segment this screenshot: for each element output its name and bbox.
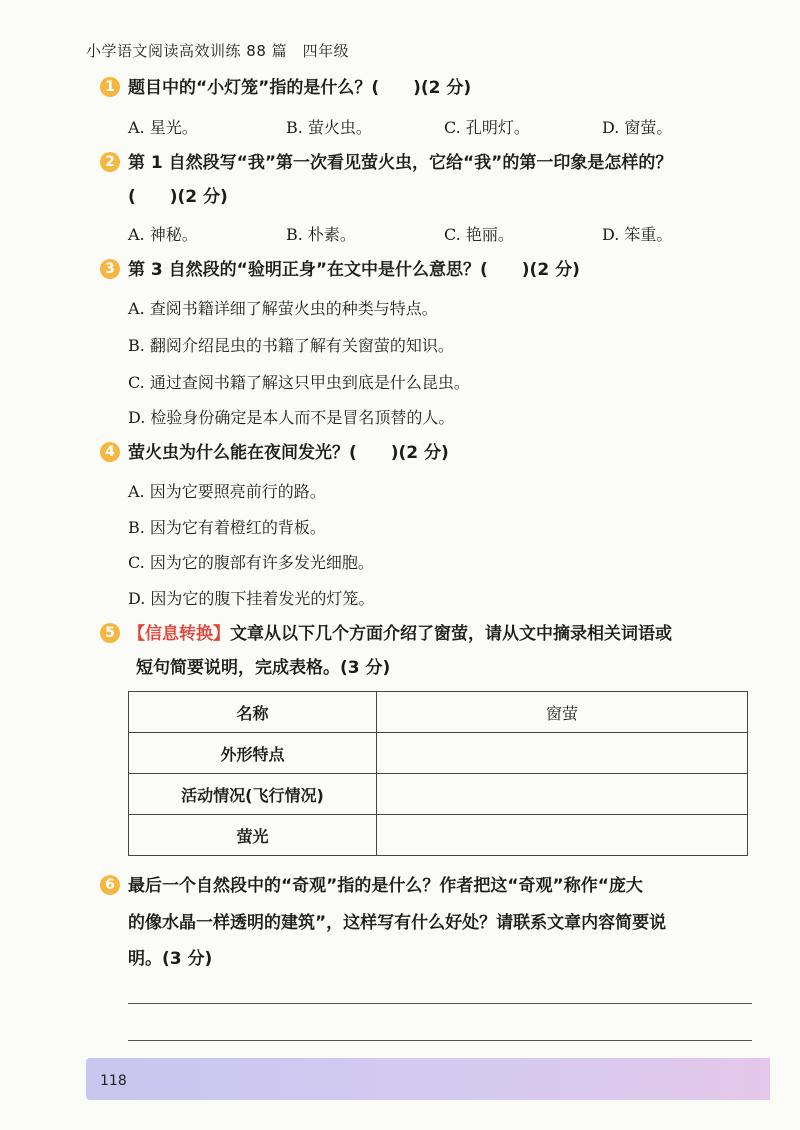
question-1-options bbox=[128, 115, 760, 138]
question-5 bbox=[100, 617, 760, 651]
option-d[interactable]: D. 笨重。 bbox=[602, 225, 673, 244]
question-2-line-2: ( )(2 分) bbox=[128, 187, 228, 207]
option-c[interactable]: C. 通过查阅书籍了解这只甲虫到底是什么昆虫。 bbox=[128, 373, 470, 392]
question-text-line-1: 最后一个自然段中的“奇观”指的是什么？作者把这“奇观”称作“庞大 bbox=[128, 876, 643, 896]
option-a[interactable]: A. 神秘。 bbox=[128, 225, 198, 244]
question-6-line-3: 明。(3 分) bbox=[128, 949, 213, 969]
option-c[interactable]: C. 因为它的腹部有许多发光细胞。 bbox=[128, 553, 374, 572]
option-d[interactable]: D. 窗萤。 bbox=[602, 118, 673, 137]
table-answer-cell[interactable] bbox=[377, 774, 748, 815]
option-a[interactable]: A. 查阅书籍详细了解萤火虫的种类与特点。 bbox=[128, 299, 438, 318]
answer-line[interactable] bbox=[128, 1040, 752, 1041]
question-number-badge: 3 bbox=[100, 259, 120, 279]
option-a[interactable]: A. 星光。 bbox=[128, 118, 198, 137]
option-d[interactable]: D. 因为它的腹下挂着发光的灯笼。 bbox=[128, 589, 375, 608]
option-b[interactable]: B. 因为它有着橙红的背板。 bbox=[128, 518, 326, 537]
table-row bbox=[129, 774, 748, 815]
question-5-line-2: 短句简要说明，完成表格。(3 分) bbox=[136, 658, 391, 678]
info-table bbox=[128, 691, 748, 856]
option-b[interactable]: B. 萤火虫。 bbox=[286, 118, 372, 137]
question-2 bbox=[100, 146, 760, 180]
table-row-label: 外形特点 bbox=[129, 733, 377, 774]
question-tag: 【信息转换】 bbox=[128, 624, 230, 644]
option-c[interactable]: C. 艳丽。 bbox=[444, 225, 514, 244]
option-d[interactable]: D. 检验身份确定是本人而不是冒名顶替的人。 bbox=[128, 408, 455, 427]
question-text-line-1: 第 1 自然段写“我”第一次看见萤火虫，它给“我”的第一印象是怎样的？ bbox=[128, 153, 673, 173]
question-text: 萤火虫为什么能在夜间发光？( )(2 分) bbox=[128, 443, 449, 463]
question-4 bbox=[100, 436, 760, 470]
option-b[interactable]: B. 翻阅介绍昆虫的书籍了解有关窗萤的知识。 bbox=[128, 336, 454, 355]
footer-band bbox=[86, 1058, 770, 1100]
table-header-cell: 窗萤 bbox=[377, 692, 748, 733]
question-text-line-1: 文章从以下几个方面介绍了窗萤，请从文中摘录相关词语或 bbox=[230, 624, 672, 644]
table-row-label: 活动情况(飞行情况) bbox=[129, 774, 377, 815]
table-answer-cell[interactable] bbox=[377, 733, 748, 774]
question-2-options bbox=[128, 222, 760, 245]
question-number-badge: 4 bbox=[100, 442, 120, 462]
question-number-badge: 6 bbox=[100, 875, 120, 895]
page-number: 118 bbox=[100, 1073, 127, 1089]
table-header-cell: 名称 bbox=[129, 692, 377, 733]
question-number-badge: 5 bbox=[100, 623, 120, 643]
table-row-label: 萤光 bbox=[129, 815, 377, 856]
table-header-row bbox=[129, 692, 748, 733]
table-answer-cell[interactable] bbox=[377, 815, 748, 856]
question-text: 题目中的“小灯笼”指的是什么？( )(2 分) bbox=[128, 78, 472, 98]
answer-line[interactable] bbox=[128, 1003, 752, 1004]
question-6 bbox=[100, 869, 760, 903]
question-text: 第 3 自然段的“验明正身”在文中是什么意思？( )(2 分) bbox=[128, 260, 580, 280]
table-row bbox=[129, 733, 748, 774]
question-number-badge: 2 bbox=[100, 152, 120, 172]
question-number-badge: 1 bbox=[100, 77, 120, 97]
question-1 bbox=[100, 71, 760, 105]
option-b[interactable]: B. 朴素。 bbox=[286, 225, 356, 244]
page-header: 小学语文阅读高效训练 88 篇 四年级 bbox=[86, 42, 350, 60]
option-a[interactable]: A. 因为它要照亮前行的路。 bbox=[128, 482, 326, 501]
table-row bbox=[129, 815, 748, 856]
option-c[interactable]: C. 孔明灯。 bbox=[444, 118, 530, 137]
question-6-line-2: 的像水晶一样透明的建筑”，这样写有什么好处？请联系文章内容简要说 bbox=[128, 913, 667, 933]
question-3 bbox=[100, 253, 760, 287]
